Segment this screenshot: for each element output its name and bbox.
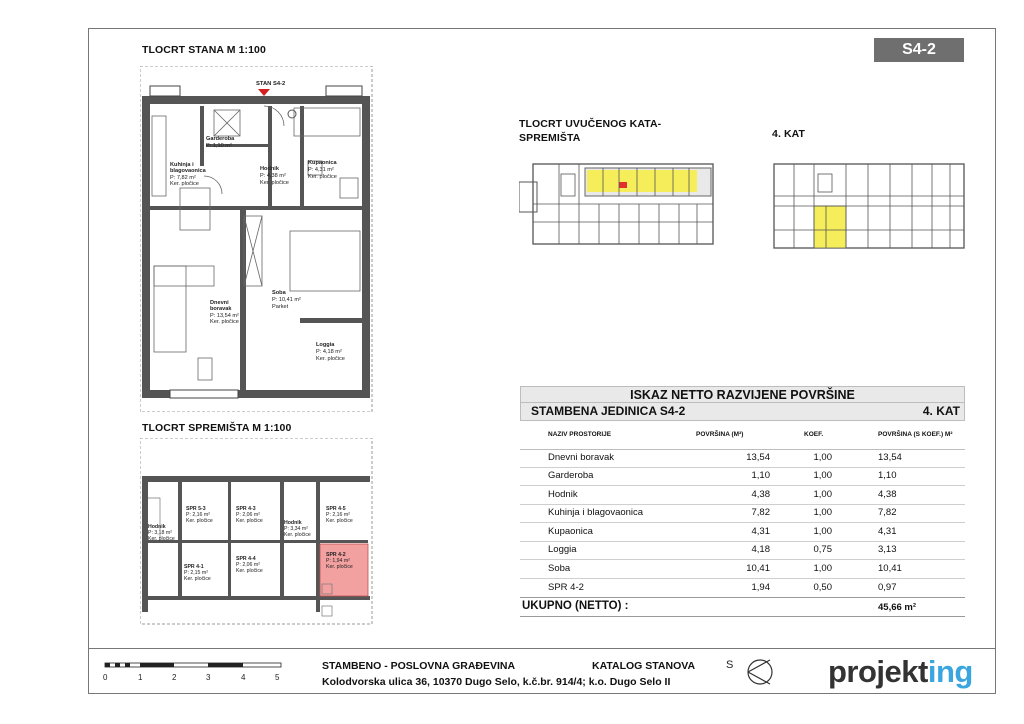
- row-coef: 1,00: [813, 526, 832, 537]
- storage-unit-name: SPR 4-5: [326, 506, 346, 512]
- row-adjusted: 1,10: [878, 470, 897, 481]
- room-loggia-area: P: 4,18 m²: [316, 349, 342, 355]
- storage-unit-name: Hodnik: [284, 520, 302, 526]
- storage-unit-floor: Ker. pločice: [326, 518, 353, 524]
- row-coef: 1,00: [813, 489, 832, 500]
- total-label: UKUPNO (NETTO) :: [522, 600, 629, 612]
- table-row: [520, 578, 965, 597]
- logo-main: projekt: [828, 654, 928, 689]
- storage-unit-floor: Ker. pločice: [184, 576, 211, 582]
- storage-unit-name: SPR 4-2: [326, 552, 346, 558]
- storage-unit-name: SPR 4-3: [236, 506, 256, 512]
- room-kupaonica-area: P: 4,31 m²: [308, 167, 334, 173]
- row-area: 4,31: [751, 526, 770, 537]
- row-area: 4,38: [751, 489, 770, 500]
- row-name: Hodnik: [548, 489, 578, 500]
- room-hodnik-area: P: 4,38 m²: [260, 173, 286, 179]
- row-name: Garderoba: [548, 470, 594, 481]
- storage-title: TLOCRT SPREMIŠTA M 1:100: [142, 422, 292, 434]
- col-header-name: NAZIV PROSTORIJE: [548, 431, 612, 438]
- room-kupaonica-floor: Ker. pločice: [308, 174, 337, 180]
- entrance-label: STAN S4-2: [256, 81, 286, 87]
- room-soba-floor: Parket: [272, 304, 289, 310]
- keyplan-storage-title-line2: SPREMIŠTA: [519, 132, 581, 144]
- col-header-adjusted: POVRŠINA (S KOEF.) M²: [878, 431, 953, 438]
- row-area: 10,41: [746, 563, 770, 574]
- table-row: [520, 467, 965, 486]
- room-kuhinja-floor: Ker. pločice: [170, 181, 199, 187]
- storage-unit-area: P: 2,15 m²: [184, 570, 208, 576]
- row-adjusted: 0,97: [878, 582, 897, 593]
- row-adjusted: 3,13: [878, 544, 897, 555]
- room-loggia-floor: Ker. pločice: [316, 356, 345, 362]
- table-title: ISKAZ NETTO RAZVIJENE POVRŠINE: [520, 386, 965, 403]
- keyplan-storage-title: [519, 117, 661, 145]
- room-soba-area: P: 10,41 m²: [272, 297, 301, 303]
- building-name: STAMBENO - POSLOVNA GRAĐEVINA: [322, 660, 516, 672]
- room-dnevni-area: P: 13,54 m²: [210, 313, 239, 319]
- room-kuhinja-area: P: 7,82 m²: [170, 175, 196, 181]
- row-coef: 1,00: [813, 470, 832, 481]
- room-soba-name: Soba: [272, 290, 286, 296]
- row-coef: 1,00: [813, 563, 832, 574]
- row-adjusted: 4,38: [878, 489, 897, 500]
- company-logo: [828, 654, 973, 690]
- entrance-marker: [258, 89, 270, 96]
- table-row: [520, 504, 965, 523]
- storage-unit-name: SPR 5-3: [186, 506, 206, 512]
- room-hodnik-floor: Ker. pločice: [260, 180, 289, 186]
- keyplan-storage-floor: [519, 160, 717, 254]
- scale-tick: 0: [103, 673, 108, 682]
- storage-unit-area: P: 1,94 m²: [326, 558, 350, 564]
- row-coef: 0,50: [813, 582, 832, 593]
- scale-tick: 4: [241, 673, 246, 682]
- storage-unit-name: SPR 4-4: [236, 556, 256, 562]
- row-name: Kuhinja i blagovaonica: [548, 507, 644, 518]
- room-kuhinja-name2: blagovaonica: [170, 168, 206, 174]
- table-row: [520, 522, 965, 542]
- apartment-floor-plan: [140, 66, 376, 412]
- room-garderoba-name: Garderoba: [206, 136, 235, 142]
- catalog-name: KATALOG STANOVA: [592, 660, 696, 672]
- row-coef: 1,00: [813, 507, 832, 518]
- storage-unit-area: P: 3,18 m²: [148, 530, 172, 536]
- table-total-row: [520, 597, 965, 617]
- col-header-coef: KOEF.: [804, 431, 824, 438]
- room-dnevni-name2: boravak: [210, 306, 232, 312]
- storage-unit-floor: Ker. pločice: [186, 518, 213, 524]
- row-adjusted: 4,31: [878, 526, 897, 537]
- storage-unit-floor: Ker. pločice: [236, 518, 263, 524]
- address: Kolodvorska ulica 36, 10370 Dugo Selo, k.č.br. 914/4; k.o. Dugo Selo II: [322, 676, 671, 688]
- room-kupaonica-name: Kupaonica: [308, 160, 337, 166]
- room-dnevni-name: Dnevni: [210, 300, 229, 306]
- table-unit: STAMBENA JEDINICA S4-2: [531, 404, 686, 418]
- storage-unit-area: P: 3,34 m²: [284, 526, 308, 532]
- storage-unit-name: SPR 4-1: [184, 564, 204, 570]
- storage-unit-area: P: 2,06 m²: [236, 562, 260, 568]
- room-loggia-name: Loggia: [316, 342, 335, 348]
- footer-divider: [88, 648, 996, 649]
- keyplan-storage-title-line1: TLOCRT UVUČENOG KATA-: [519, 118, 662, 130]
- row-coef: 0,75: [813, 544, 832, 555]
- unit-badge: S4-2: [874, 38, 964, 62]
- table-floor: 4. KAT: [922, 404, 960, 418]
- storage-unit-floor: Ker. pločice: [326, 564, 353, 570]
- table-row: [520, 541, 965, 560]
- north-label: S: [726, 659, 734, 671]
- keyplan-4th-floor: [772, 160, 968, 254]
- north-arrow-icon: [722, 654, 782, 690]
- table-row: [520, 559, 965, 579]
- row-name: Soba: [548, 563, 571, 574]
- row-adjusted: 7,82: [878, 507, 897, 518]
- scale-tick: 2: [172, 673, 177, 682]
- table-column-headers: [520, 421, 965, 450]
- scale-tick: 5: [275, 673, 280, 682]
- scale-tick: 3: [206, 673, 211, 682]
- storage-unit-area: P: 2,16 m²: [326, 512, 350, 518]
- room-dnevni-floor: Ker. pločice: [210, 319, 239, 325]
- scale-tick: 1: [138, 673, 143, 682]
- storage-unit-area: P: 2,06 m²: [236, 512, 260, 518]
- storage-unit-floor: Ker. pločice: [236, 568, 263, 574]
- row-area: 4,18: [751, 544, 770, 555]
- room-kuhinja-name: Kuhinja i: [170, 162, 194, 168]
- storage-floor-plan: [140, 438, 376, 626]
- row-name: Loggia: [548, 544, 577, 555]
- row-area: 13,54: [746, 452, 770, 463]
- row-adjusted: 10,41: [878, 563, 902, 574]
- row-area: 1,10: [751, 470, 770, 481]
- room-hodnik-name: Hodnik: [260, 166, 279, 172]
- storage-unit-floor: Ker. pločice: [284, 532, 311, 538]
- row-coef: 1,00: [813, 452, 832, 463]
- logo-accent: ing: [927, 654, 973, 689]
- table-row: [520, 485, 965, 505]
- scale-bar: [100, 660, 290, 686]
- col-header-area: POVRŠINA (M²): [696, 431, 744, 438]
- keyplan-floor-title: 4. KAT: [772, 128, 806, 140]
- row-area: 1,94: [751, 582, 770, 593]
- room-garderoba-area: P: 1,10 m²: [206, 143, 232, 149]
- row-name: SPR 4-2: [548, 582, 584, 593]
- storage-unit-floor: Ker. pločice: [148, 536, 175, 542]
- plan-title: TLOCRT STANA M 1:100: [142, 44, 266, 56]
- storage-unit-name: Hodnik: [148, 524, 166, 530]
- row-name: Dnevni boravak: [548, 452, 615, 463]
- table-subheader: [520, 403, 965, 421]
- table-row: [520, 449, 965, 468]
- storage-unit-area: P: 2,16 m²: [186, 512, 210, 518]
- row-area: 7,82: [751, 507, 770, 518]
- row-adjusted: 13,54: [878, 452, 902, 463]
- total-value: 45,66 m²: [878, 602, 917, 613]
- row-name: Kupaonica: [548, 526, 593, 537]
